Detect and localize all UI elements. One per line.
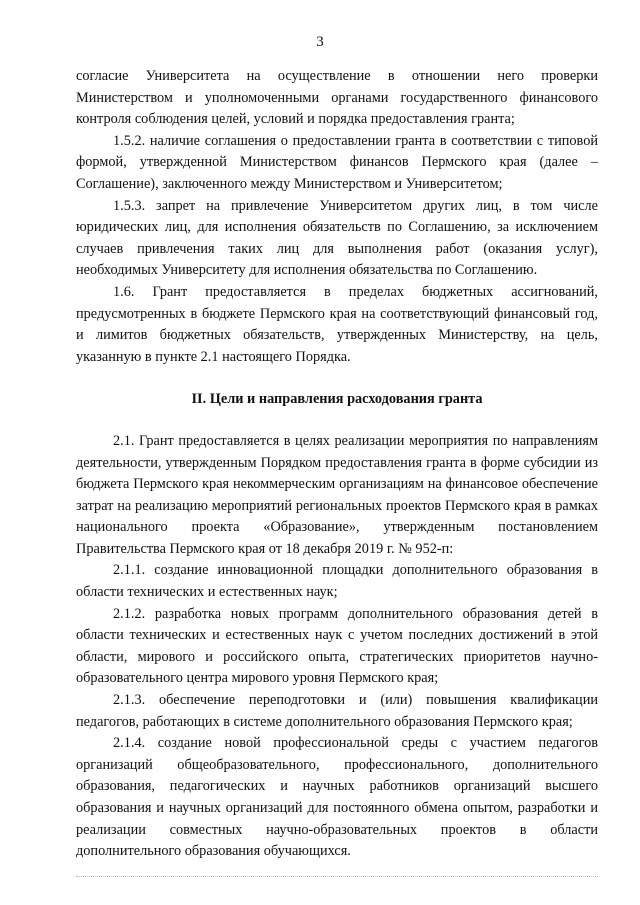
- document-body: [76, 66, 598, 863]
- section-heading: II. Цели и направления расходования гранта: [191, 391, 483, 408]
- paragraph: 2.1.1. создание инновационной площадки дополнительного образования в области технических и естественных наук;: [76, 562, 598, 601]
- paragraphs-before: [76, 66, 598, 368]
- paragraph: 1.5.2. наличие соглашения о предоставлении гранта в соответствии с типовой формой, утвержденной Министерством финансов Пермского края (далее – Соглашение), заключенного между Министерством и Университетом;: [76, 132, 598, 192]
- footer-divider: [76, 876, 598, 877]
- paragraph: согласие Университета на осуществление в отношении него проверки Министерством и уполномоченными органами государственного финансового контроля соблюдения целей, условий и порядка предоставления гранта;: [76, 68, 598, 128]
- paragraph: 2.1.2. разработка новых программ дополнительного образования детей в области технических и естественных наук с учетом последних достижений в этой области, мирового и российского опыта, стратегических приоритетов научно-образовательного центра мирового уровня Пермского края;: [76, 605, 598, 687]
- paragraph: 2.1.3. обеспечение переподготовки и (или) повышения квалификации педагогов, работающих в системе дополнительного образования Пермского края;: [76, 692, 598, 730]
- paragraph: 2.1.4. создание новой профессиональной среды с участием педагогов организаций общеобразовательного, профессионального, дополнительного образования, педагогических и научных работников организаций высшего образования и научных организаций для постоянного обмена опытом, разработки и реализации совместных научно-образовательных проектов в области дополнительного образования обучающихся.: [76, 735, 598, 860]
- paragraph: 2.1. Грант предоставляется в целях реализации мероприятия по направлениям деятельности, утвержденным Порядком предоставления гранта в форме субсидии из бюджета Пермского края некоммерческим организациям на финансовое обеспечение затрат на реализацию мероприятий региональных проектов Пермского края в рамках национального проекта «Образование», утвержденным постановлением Правительства Пермского края от 18 декабря 2019 г. № 952-п:: [76, 432, 598, 557]
- paragraph: 1.5.3. запрет на привлечение Университетом других лиц, в том числе юридических лиц, для исполнения обязательств по Соглашению, за исключением случаев привлечения таких лиц для выполнения работ (оказания услуг), необходимых Университету для исполнения обязательства по Соглашению.: [76, 197, 598, 279]
- page-number: 3: [316, 34, 324, 50]
- paragraphs-after: [76, 431, 598, 863]
- paragraph: 1.6. Грант предоставляется в пределах бюджетных ассигнований, предусмотренных в бюджете Пермского края на соответствующий финансовый год, и лимитов бюджетных обязательств, утвержденных Министерству, на цель, указанную в пункте 2.1 настоящего Порядка.: [76, 283, 598, 365]
